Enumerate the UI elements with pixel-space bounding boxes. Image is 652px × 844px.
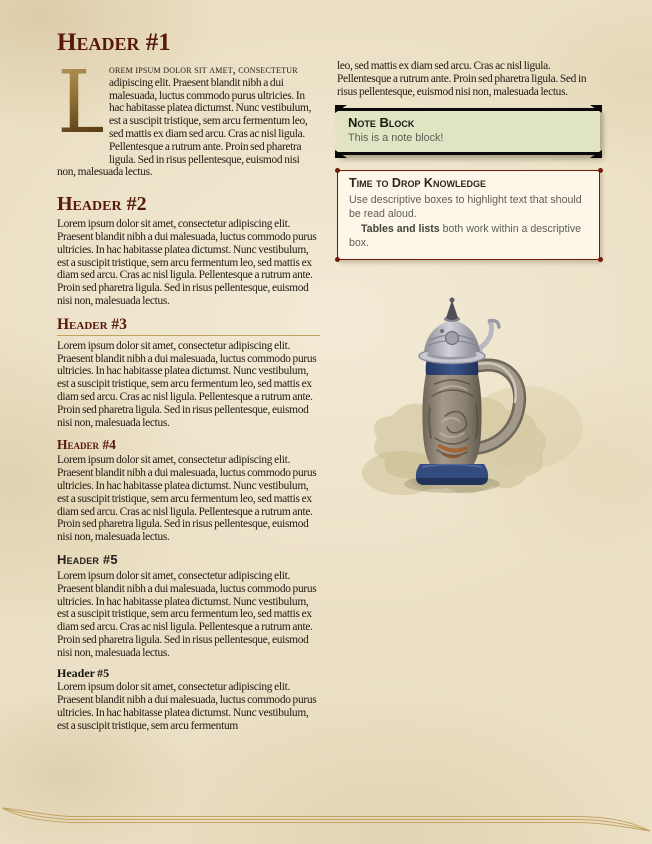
note-corner-ornament (335, 105, 347, 113)
corner-dot-ornament (598, 257, 603, 262)
lead-small-caps: orem ipsum dolor sit amet, consectetur (109, 64, 298, 76)
note-body: This is a note block! (348, 132, 444, 145)
body-paragraph: Lorem ipsum dolor sit amet, consectetur adipiscing elit. Praesent blandit nibh a dui malesuada, luctus commodo purus ultricies. In hac habitasse platea dictumst. Nunc vestibulum, est a suscipit tristique, sem arcu fermentum leo, sed mattis ex diam sed arcu. Cras ac nisl ligula. Pellentesque a rutrum ante. Proin sed pharetra ligula. Sed in risus pellentesque, euismod nisi non, malesuada lectus. (57, 339, 317, 429)
lead-text: adipiscing elit. Praesent blandit nibh a dui malesuada, luctus commodo purus ultricies. In hac habitasse platea dictumst. Nunc vestibulum, est a suscipit tristique, sem arcu fermentum leo, sed mattis ex diam sed arcu. Cras ac nisl ligula. Pellentesque a rutrum ante. Proin sed pharetra ligula. Sed in risus pellentesque, euismod nisi non, malesuada lectus. (57, 76, 312, 179)
descriptive-text: both work within a descriptive box. (349, 222, 582, 250)
note-corner-ornament (335, 150, 347, 158)
note-corner-ornament (590, 105, 602, 113)
heading-6: Header #5 (57, 666, 110, 681)
heading-5: Header #5 (57, 551, 118, 567)
lead-paragraph (57, 53, 320, 179)
heading-1: Header #1 (57, 29, 171, 56)
corner-dot-ornament (335, 168, 340, 173)
note-block (337, 108, 600, 155)
corner-dot-ornament (335, 257, 340, 262)
heading-3: Header #3 (57, 316, 320, 336)
overflow-paragraph: leo, sed mattis ex diam sed arcu. Cras ac nisl ligula. Pellentesque a rutrum ante. Proin sed pharetra ligula. Sed in risus pellentesque, euismod nisi non, malesuada lectus. (337, 60, 587, 98)
corner-dot-ornament (598, 168, 603, 173)
descriptive-text: Use descriptive boxes to highlight text that should be read aloud. (349, 193, 582, 221)
body-paragraph: Lorem ipsum dolor sit amet, consectetur adipiscing elit. Praesent blandit nibh a dui malesuada, luctus commodo purus ultricies. In hac habitasse platea dictumst. Nunc vestibulum, est a suscipit tristique, sem arcu fermentum leo, sed mattis ex diam sed arcu. Cras ac nisl ligula. Pellentesque a rutrum ante. Proin sed pharetra ligula. Sed in risus pellentesque, euismod nisi non, malesuada lectus. (57, 218, 317, 307)
body-paragraph: Lorem ipsum dolor sit amet, consectetur adipiscing elit. Praesent blandit nibh a dui malesuada, luctus commodo purus ultricies. In hac habitasse platea dictumst. Nunc vestibulum, est a suscipit tristique, sem arcu fermentum leo, sed mattis ex diam sed arcu. Cras ac nisl ligula. Pellentesque a rutrum ante. Proin sed pharetra ligula. Sed in risus pellentesque, euismod nisi non, malesuada lectus. (57, 454, 317, 544)
note-title: Note Block (348, 115, 415, 131)
right-column (337, 0, 600, 504)
heading-4: Header #4 (57, 437, 116, 453)
beer-stein-illustration (347, 288, 597, 500)
descriptive-box (337, 170, 600, 260)
footer-flourish (0, 806, 652, 832)
drop-cap-letter: L (57, 53, 114, 153)
heading-2: Header #2 (57, 193, 147, 216)
note-corner-ornament (590, 150, 602, 158)
descriptive-text-indented (349, 222, 588, 251)
body-paragraph: Lorem ipsum dolor sit amet, consectetur adipiscing elit. Praesent blandit nibh a dui malesuada, luctus commodo purus ultricies. In hac habitasse platea dictumst. Nunc vestibulum, est a suscipit tristique, sem arcu fermentum leo, sed mattis ex diam sed arcu. Cras ac nisl ligula. Pellentesque a rutrum ante. Proin sed pharetra ligula. Sed in risus pellentesque, euismod nisi non, malesuada lectus. (57, 569, 317, 659)
descriptive-title: Time to Drop Knowledge (349, 176, 486, 191)
descriptive-bold-lead: Tables and lists (361, 222, 440, 235)
body-paragraph-truncated: Lorem ipsum dolor sit amet, consectetur adipiscing elit. Praesent blandit nibh a dui malesuada, luctus commodo purus ultricies. In hac habitasse platea dictumst. Nunc vestibulum, est a suscipit tristique, sem arcu fermentum (57, 681, 317, 732)
left-column (57, 0, 320, 740)
